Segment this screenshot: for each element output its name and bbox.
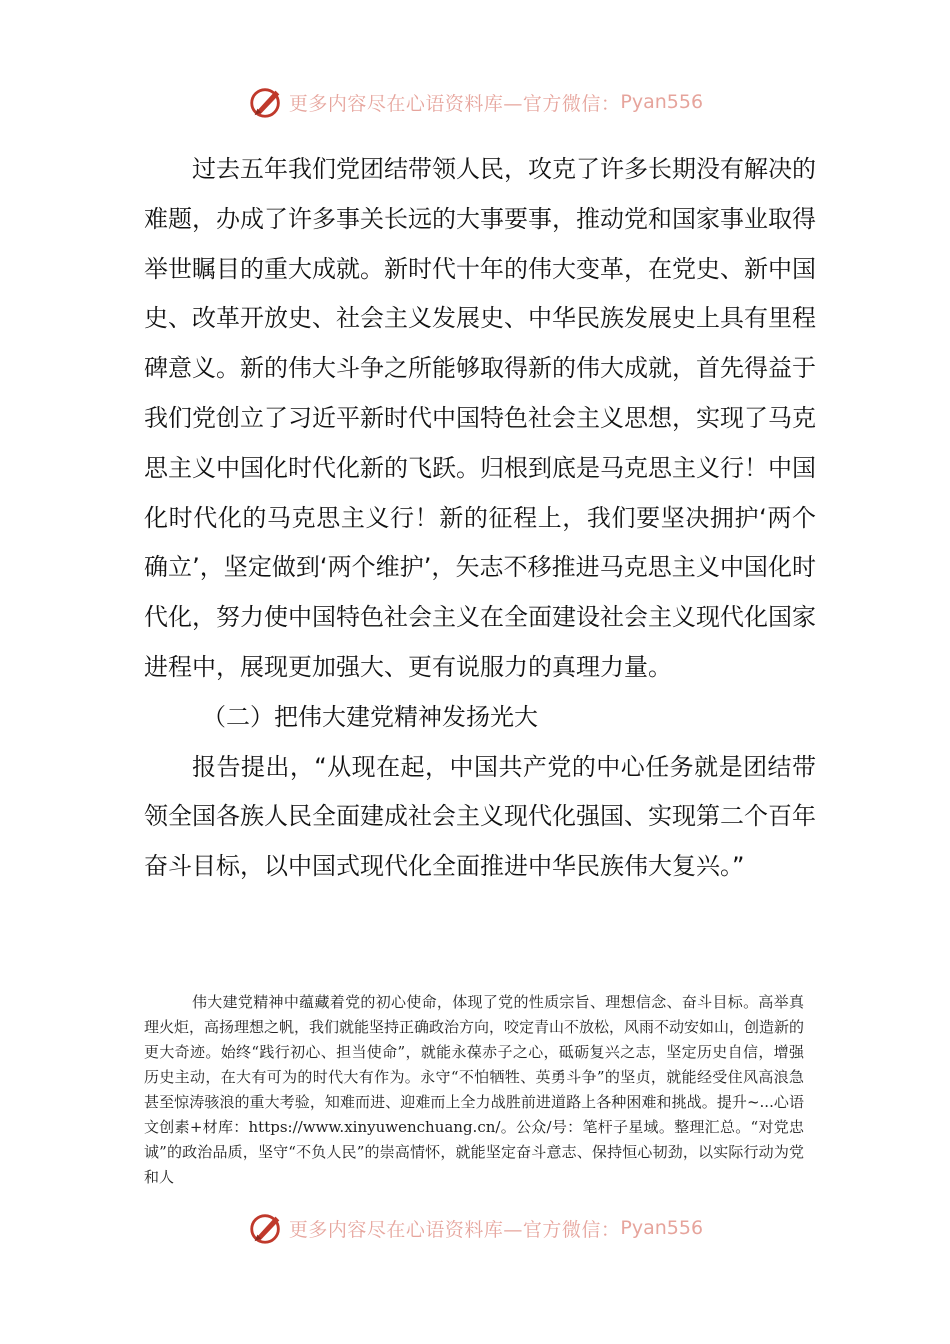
banner-text: 更多内容尽在心语资料库—官方微信： (288, 92, 621, 115)
section-heading: （二）把伟大建党精神发扬光大 (202, 702, 538, 731)
footer-banner (0, 1206, 950, 1250)
paragraph-1: 过去五年我们党团结带领人民，攻克了许多长期没有解决的难题，办成了许多事关长远的大事要事，推动党和国家事业取得举世瞩目的重大成就。新时代十年的伟大变革，在党史、新中国史、改革开放史、社会主义发展史、中华民族发展史上具有里程碑意义。新的伟大斗争之所能够取得新的伟大成就，首先得益于我们党创立了习近平新时代中国特色社会主义思想，实现了马克思主义中国化时代化新的飞跃。归根到底是马克思主义行！中国化时代化的马克思主义行！新的征程上，我们要坚决拥护‘两个确立’，坚定做到‘两个维护’，矢志不移推进马克思主义中国化时代化，努力使中国特色社会主义在全面建设社会主义现代化国家进程中，展现更加强大、更有说服力的真理力量。 (144, 155, 816, 681)
banner-wechat-id: Pyan556 (620, 91, 704, 113)
banner-text: 更多内容尽在心语资料库—官方微信： (288, 1218, 621, 1241)
pen-nib-logo-icon (247, 83, 285, 121)
pen-nib-logo-icon (247, 1209, 285, 1247)
banner-wechat-id: Pyan556 (620, 1217, 704, 1239)
main-body (144, 145, 816, 892)
small-text-block (144, 990, 804, 1190)
paragraph-3: 伟大建党精神中蕴藏着党的初心使命，体现了党的性质宗旨、理想信念、奋斗目标。高举真理火炬，高扬理想之帆，我们就能坚持正确政治方向，咬定青山不放松，风雨不动安如山，创造新的更大奇迹。始终“践行初心、担当使命”，就能永葆赤子之心，砥砺复兴之志，坚定历史自信，增强历史主动，在大有可为的时代大有作为。永守“不怕牺牲、英勇斗争”的坚贞，就能经受住风高浪急甚至惊涛骇浪的重大考验，知难而进、迎难而上全力战胜前进道路上各种困难和挑战。提升~...心语文创素+材库：https://www.xinyuwenchuang.cn/。公众/号：笔杆子星域。整理汇总。“对党忠诚”的政治品质，坚守“不负人民”的崇高情怀，就能坚定奋斗意志、保持恒心韧劲，以实际行动为党和人 (144, 993, 805, 1186)
paragraph-2: 报告提出，“从现在起，中国共产党的中心任务就是团结带领全国各族人民全面建成社会主义现代化强国、实现第二个百年奋斗目标，以中国式现代化全面推进中华民族伟大复兴。” (144, 752, 816, 881)
header-banner (0, 80, 950, 124)
